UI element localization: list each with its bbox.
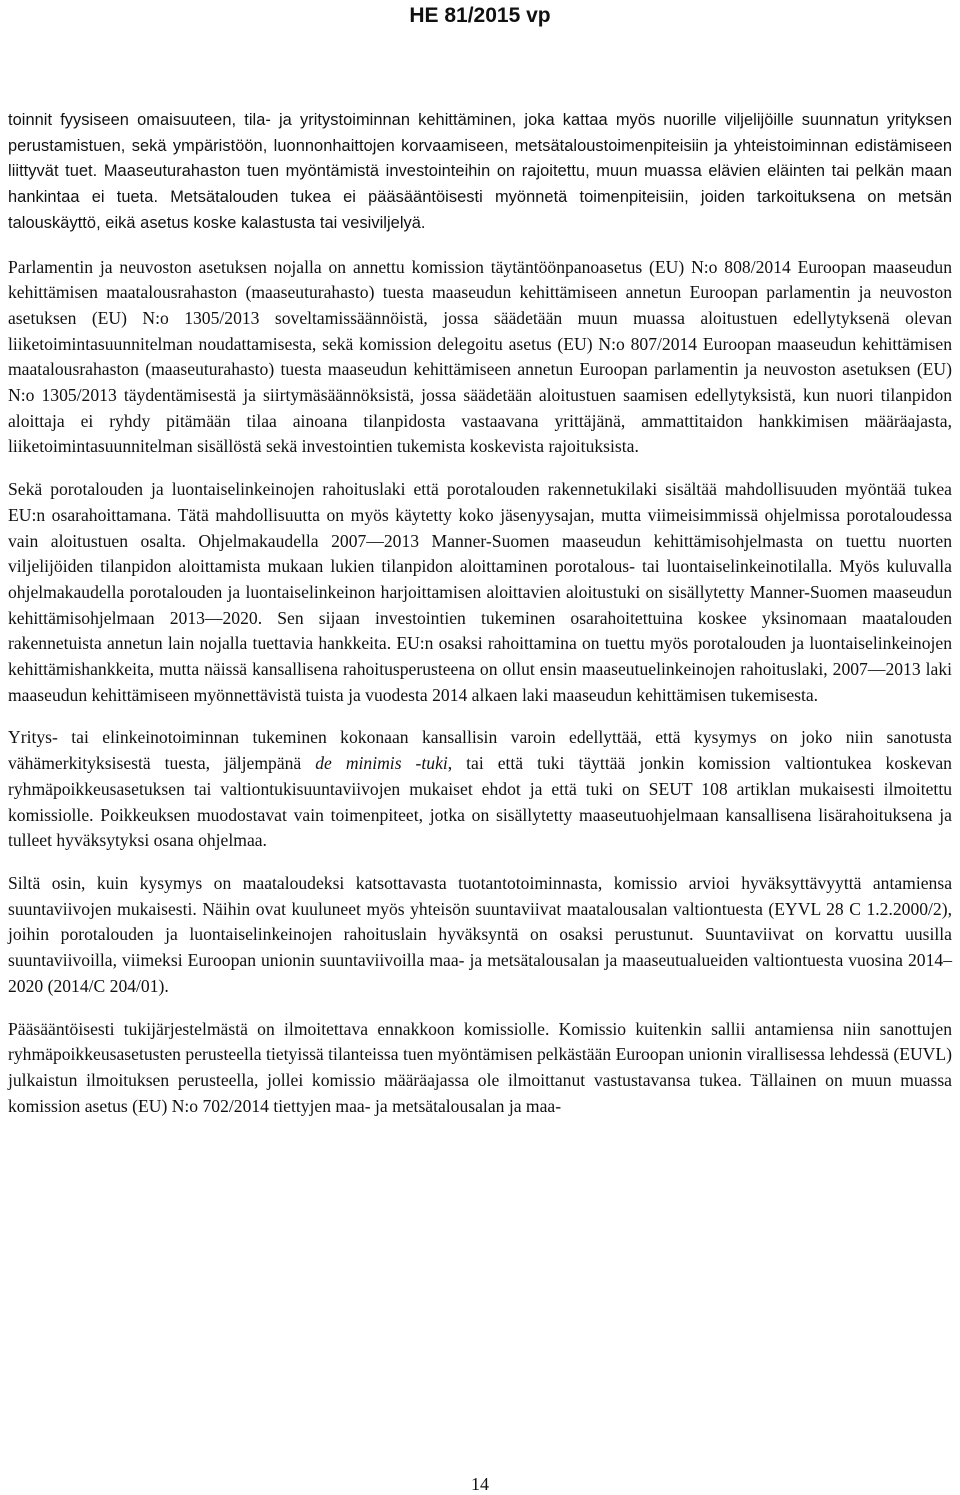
paragraph-notification: Pääsääntöisesti tukijärjestelmästä on ilmoitettava ennakkoon komissiolle. Komissio kuitenkin sallii antamiensa niin sanottujen ryhmäpoikkeusasetusten perusteella tietyissä tilanteissa tuen myöntämisen pelkästään Euroopan unionin virallisessa lehdessä (EUVL) julkaistun ilmoituksen perusteella, jollei komissio määräajassa ole ilmoittanut vastustavansa tukea. Tällainen on muun muassa komission asetus (EU) N:o 702/2014 tiettyjen maa- ja metsätalousalan ja maa- — [8, 1018, 952, 1116]
paragraph-support-measures: toinnit fyysiseen omaisuuteen, tila- ja yritystoiminnan kehittäminen, joka kattaa myös nuorille viljelijöille suunnatun yrityksen perustamistuen, sekä ympäristöön, luonnonhaittojen korvaamiseen, metsätaloustoimenpiteisiin ja yhteistoiminnan edistämiseen liittyvät tuet. Maaseuturahaston tuen myöntämistä investointeihin on rajoitettu, muun muassa elävien eläinten tai pelkän maan hankintaa ei tueta. Metsätalouden tukea ei pääsääntöisesti myönnetä toimenpiteisiin, joiden tarkoituksena on metsän talouskäyttö, eikä asetus koske kalastusta tai vesiviljelyä. — [8, 111, 952, 232]
paragraph-de-minimis — [8, 725, 952, 854]
paragraph-reindeer-husbandry: Sekä porotalouden ja luontaiselinkeinojen rahoituslaki että porotalouden rakennetukilaki sisältää mahdollisuuden myöntää tukea EU:n osarahoittamana. Tätä mahdollisuutta on myös käytetty koko jäsenyysajan, mutta viimeisimmissä ohjelmissa porotaloudessa vain aloitustuen osalta. Ohjelmakaudella 2007—2013 Manner-Suomen maaseudun kehittämisohjelmasta on tuettu nuorten viljelijöiden tilanpidon aloittamista mukaan lukien tilanpidon aloittaminen porotalous- tai luontaiselinkeinotilalla. Myös kuluvalla ohjelmakaudella porotalouden ja luontaiselinkeinon harjoittamisen aloittavien aloitustuki on sisällytetty Manner-Suomen maaseudun kehittämisohjelmaan 2013—2020. Sen sijaan investointien tukeminen osarahoitettuina koskee yksinomaan maatalouden rakennetuista annetun lain nojalla tuettavia hankkeita. EU:n osaksi rahoittamina on tuettu myös porotalouden ja luontaiselinkeinojen kehittämishankkeita, mutta näissä kansallisena rahoitusperusteena on ollut ensin maaseutuelinkeinojen rahoituslaki, 2007—2013 laki maaseudun kehittämiseen myönnettävistä tuista ja vuodesta 2014 alkaen laki maaseudun kehittämisen tukemisesta. — [8, 479, 952, 705]
paragraph-de-minimis-start: Yritys- tai elinkeinotoiminnan tukeminen kokonaan kansallisin varoin edellyttää, että kysymys on joko niin sanotusta vähämerkityksisestä tuesta, jäljempänä — [8, 727, 952, 774]
paragraph-de-minimis-end: , tai että tuki täyttää jonkin komission valtiontukea koskevan ryhmäpoikkeusasetuksen tai valtiontukisuuntaviivojen mukaiset ehdot ja että tuki on SEUT 108 artiklan mukaisesti ilmoitettu komissiolle. Poikkeuksen muodostavat vain toimenpiteet, jotka on sisällytetty maaseutuohjelmaan kansallisena lisärahoituksena ja tulleet hyväksytyksi osana ohjelmaa. — [8, 753, 952, 851]
de-minimis-term: de minimis -tuki — [315, 753, 448, 774]
page-number: 14 — [471, 1474, 489, 1494]
document-header: HE 81/2015 vp — [409, 4, 551, 27]
document-body — [8, 108, 952, 1119]
paragraph-commission-regulations: Parlamentin ja neuvoston asetuksen nojalla on annettu komission täytäntöönpanoasetus (EU) N:o 808/2014 Euroopan maaseudun kehittämisen maatalousrahaston (maaseuturahasto) tuesta maaseudun kehittämiseen annetun Euroopan parlamentin ja neuvoston asetuksen (EU) N:o 1305/2013 soveltamissäännöistä, jossa säädetään muun muassa aloitustuen edellytyksenä olevan liiketoimintasuunnitelman noudattamisesta, sekä komission delegoitu asetus (EU) N:o 807/2014 Euroopan maaseudun kehittämisen maatalousrahaston (maaseuturahasto) tuesta maaseudun kehittämiseen annetun Euroopan parlamentin ja neuvoston asetuksen (EU) N:o 1305/2013 täydentämisestä ja siirtymäsäännöksistä, jossa säädetään aloitustuen saamisen edellytyksistä, kun nuori tilanpidon aloittaja ei ryhdy pitämään tilaa ainoana tilanpidosta vastaavana yrittäjänä, ammattitaidon hankkimisen määräajasta, liiketoimintasuunnitelman sisällöstä sekä investointien tukemista koskevista rajoituksista. — [8, 256, 952, 457]
paragraph-guidelines: Siltä osin, kuin kysymys on maataloudeksi katsottavasta tuotantotoiminnasta, komissio arvioi hyväksyttävyyttä antamiensa suuntaviivojen mukaisesti. Näihin ovat kuuluneet myös yhteisön suuntaviivat maatalousalan valtiontuesta (EYVL 28 C 1.2.2000/2), joihin porotalouden ja luontaiselinkeinojen rahoituslain hyväksyntä on osaksi perustunut. Suuntaviivat on korvattu uusilla suuntaviivoilla, viimeksi Euroopan unionin suuntaviivoilla maa- ja metsätalousalan ja maaseutualueiden valtiontuesta vuosina 2014–2020 (2014/C 204/01). — [8, 872, 952, 996]
